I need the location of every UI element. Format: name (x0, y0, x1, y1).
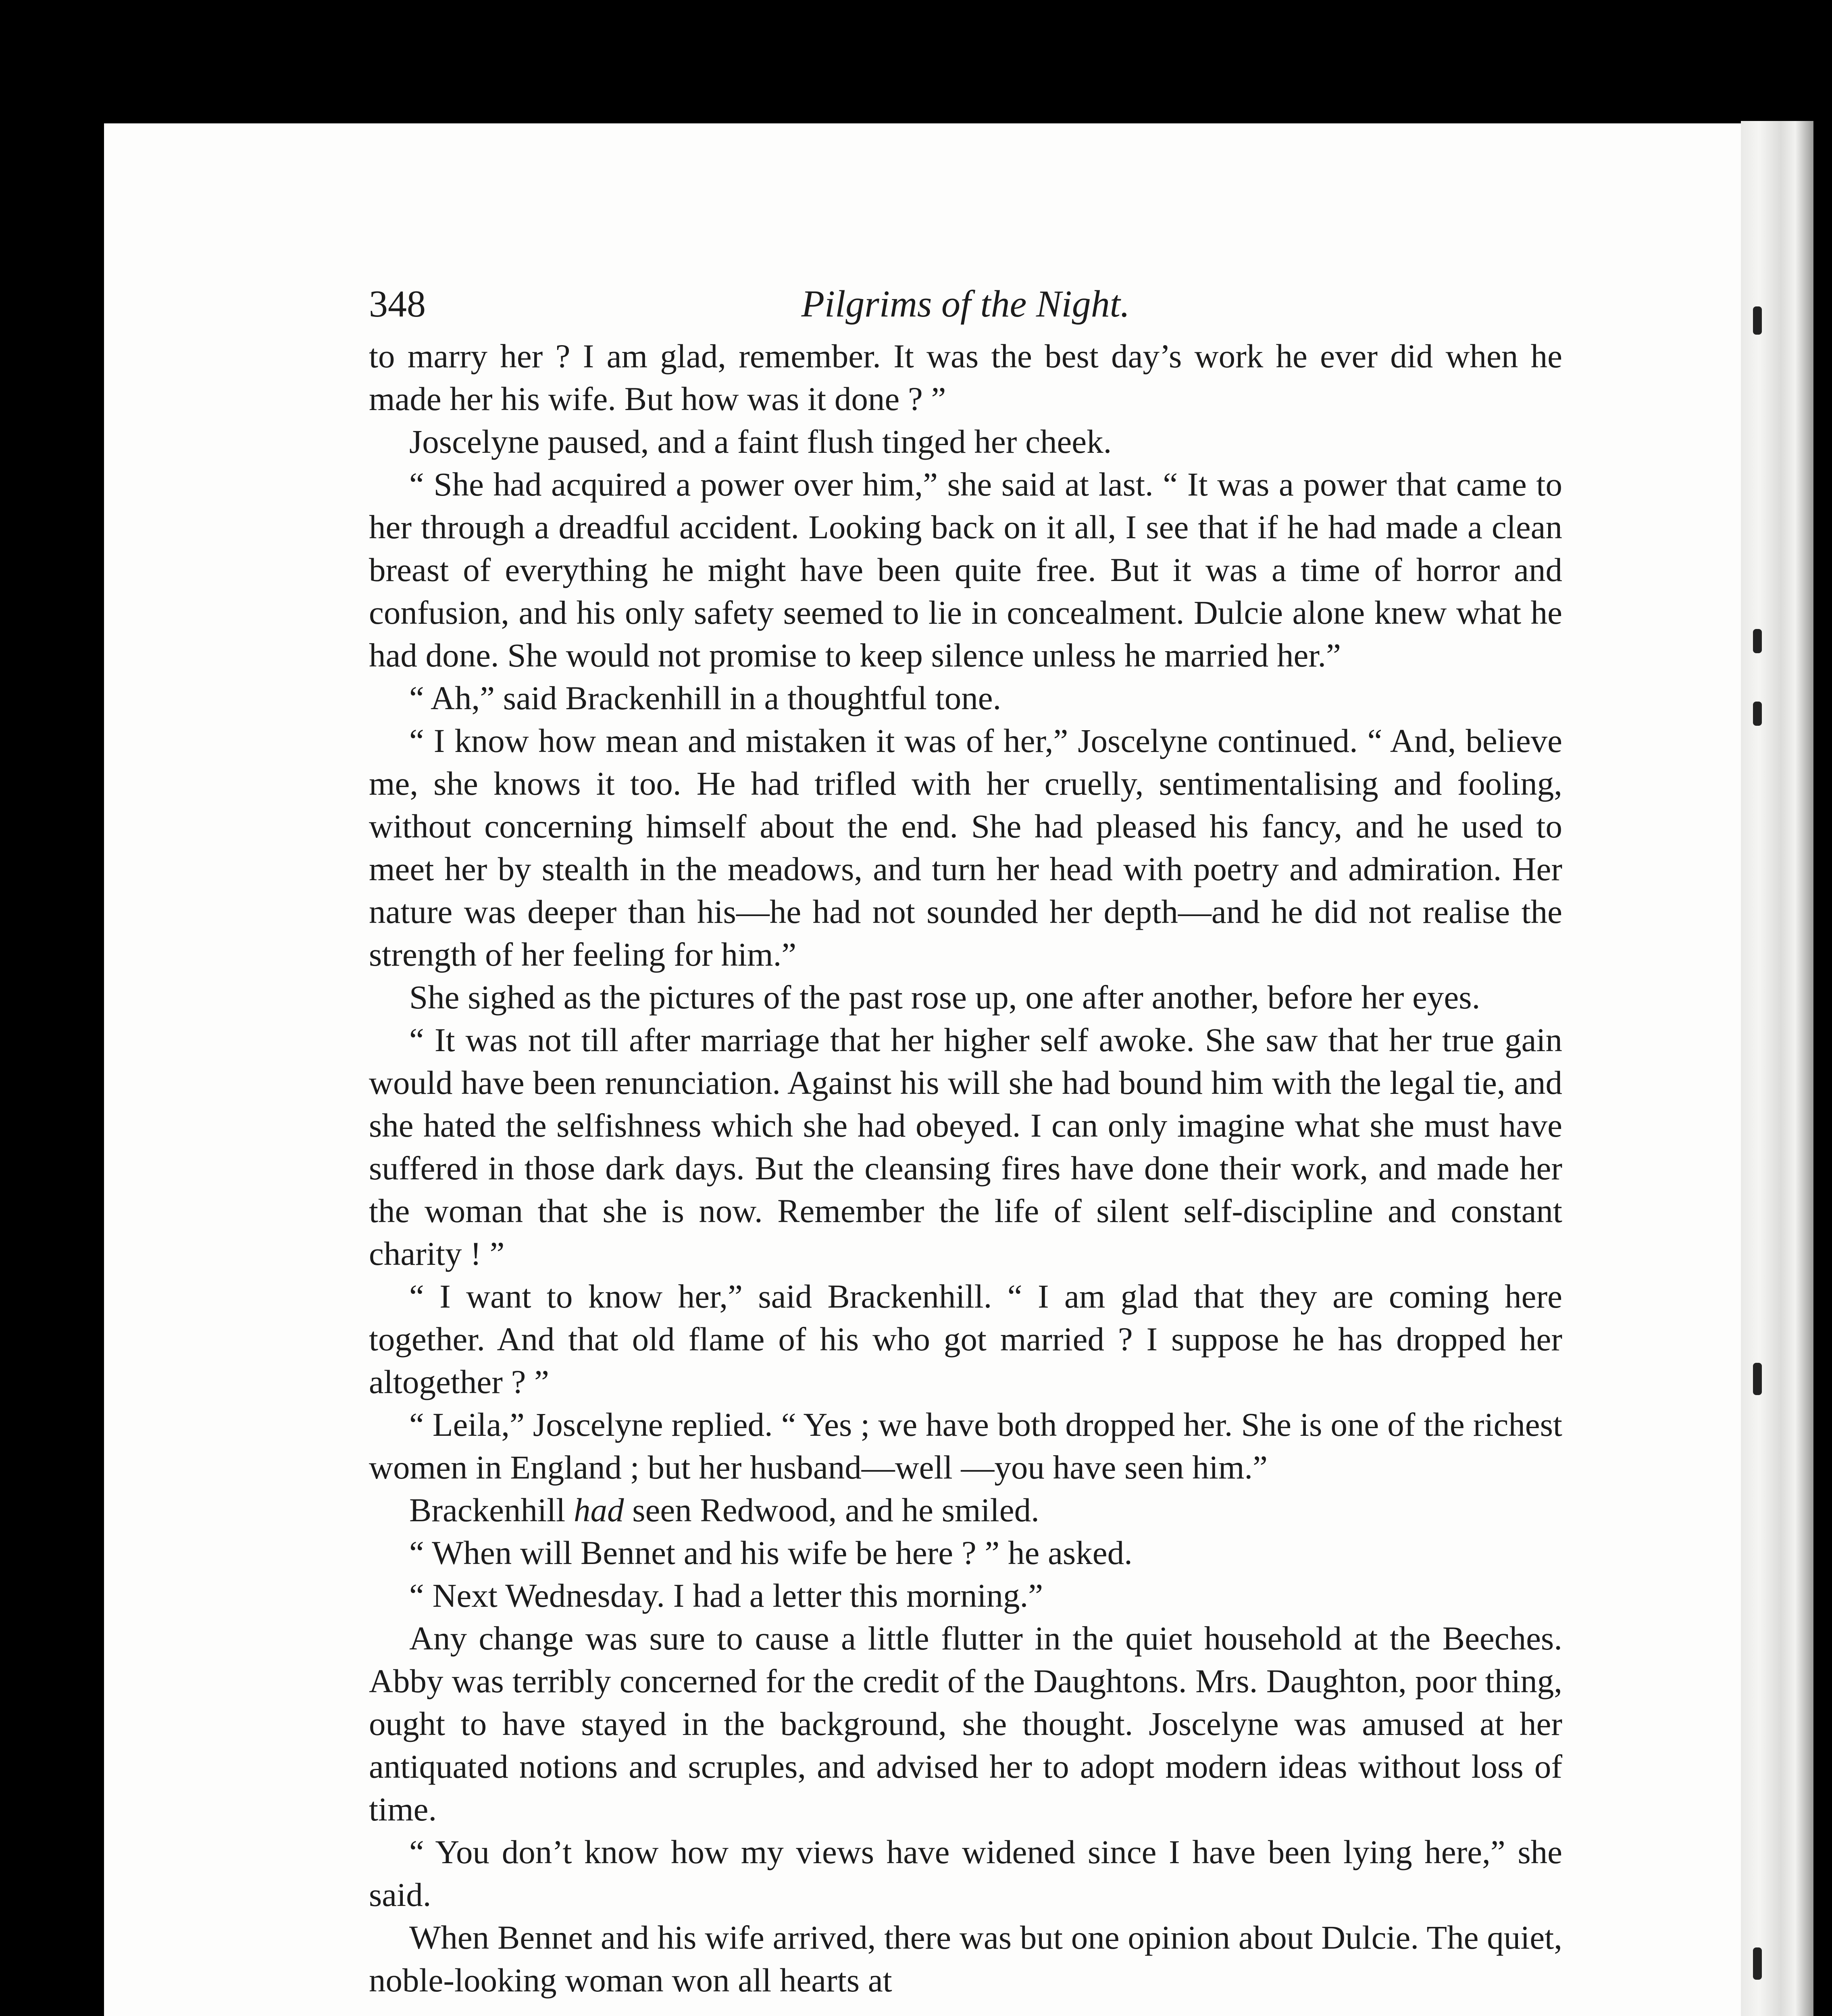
edge-mark (1753, 306, 1762, 335)
edge-mark (1753, 629, 1762, 653)
page-number: 348 (369, 283, 426, 325)
text-run: “ Next Wednesday. I had a letter this morning.” (409, 1577, 1043, 1614)
text-run: “ She had acquired a power over him,” she said at last. “ It was a power that came to her through a dreadful accident. Looking back on it all, I see that if he had made a clean breast of everything he might have been quite free. But it was a time of horror and confusion, and his only safety seemed to lie in concealment. Dulcie alone knew what he had done. She would not promise to keep silence unless he married her.” (369, 466, 1562, 674)
edge-mark (1753, 702, 1762, 726)
text-run: “ When will Bennet and his wife be here ? ” he asked. (409, 1534, 1133, 1571)
paragraph (369, 1489, 1562, 1531)
text-run: Any change was sure to cause a little flutter in the quiet household at the Beeches. Abby was terribly concerned for the credit of the Daughtons. Mrs. Daughton, poor thing, ought to have stayed in the background, she thought. Joscelyne was amused at her antiquated notions and scruples, and advised her to adopt modern ideas without loss of time. (369, 1620, 1562, 1828)
text-run: When Bennet and his wife arrived, there was but one opinion about Dulcie. The quiet, noble-looking woman won all hearts at (369, 1919, 1562, 1999)
paragraph (369, 1916, 1562, 2001)
paragraph (369, 335, 1562, 420)
text-run: Brackenhill (409, 1491, 574, 1529)
paragraph (369, 677, 1562, 719)
edge-mark (1753, 1947, 1762, 1980)
page-text (369, 274, 1562, 2001)
paragraph (369, 1018, 1562, 1275)
text-run: seen Redwood, and he smiled. (624, 1491, 1039, 1529)
text-run: “ Leila,” Joscelyne replied. “ Yes ; we have both dropped her. She is one of the richest women in England ; but her husband—well —you have seen him.” (369, 1406, 1562, 1486)
text-run: “ I know how mean and mistaken it was of her,” Joscelyne continued. “ And, believe me, she knows it too. He had trifled with her cruelly, sentimentalising and fooling, without concerning himself about the end. She had pleased his fancy, and he used to meet her by stealth in the meadows, and turn her head with poetry and admiration. Her nature was deeper than his—he had not sounded her depth—and he did not realise the strength of her feeling for him.” (369, 722, 1562, 973)
text-run: “ It was not till after marriage that her higher self awoke. She saw that her true gain would have been renunciation. Against his will she had bound him with the legal tie, and she hated the selfishness which she had obeyed. I can only imagine what she must have suffered in those dark days. But the cleansing fires have done their work, and made her the woman that she is now. Remember the life of silent self-discipline and constant charity ! ” (369, 1021, 1562, 1272)
paragraph (369, 420, 1562, 463)
paragraph (369, 1403, 1562, 1489)
paragraph (369, 1275, 1562, 1403)
page-edge (1741, 121, 1813, 2016)
text-run: She sighed as the pictures of the past rose up, one after another, before her eyes. (409, 979, 1480, 1016)
edge-mark (1753, 1363, 1762, 1395)
italic-text: had (573, 1491, 624, 1529)
paragraph (369, 1574, 1562, 1617)
paragraph (369, 976, 1562, 1018)
text-run: to marry her ? I am glad, remember. It was the best day’s work he ever did when he made her his wife. But how was it done ? ” (369, 337, 1562, 417)
body-text (369, 335, 1562, 2001)
text-run: “ Ah,” said Brackenhill in a thoughtful tone. (409, 679, 1001, 716)
text-run: Joscelyne paused, and a faint flush tinged her cheek. (409, 423, 1112, 460)
running-title: Pilgrims of the Night. (801, 283, 1130, 325)
paragraph (369, 463, 1562, 677)
text-run: “ You don’t know how my views have widened since I have been lying here,” she said. (369, 1833, 1562, 1913)
page-header (369, 274, 1562, 335)
paragraph (369, 719, 1562, 976)
text-run: “ I want to know her,” said Brackenhill. “ I am glad that they are coming here together. And that old flame of his who got married ? I suppose he has dropped her altogether ? ” (369, 1278, 1562, 1400)
paragraph (369, 1617, 1562, 1831)
paragraph (369, 1831, 1562, 1916)
paragraph (369, 1531, 1562, 1574)
